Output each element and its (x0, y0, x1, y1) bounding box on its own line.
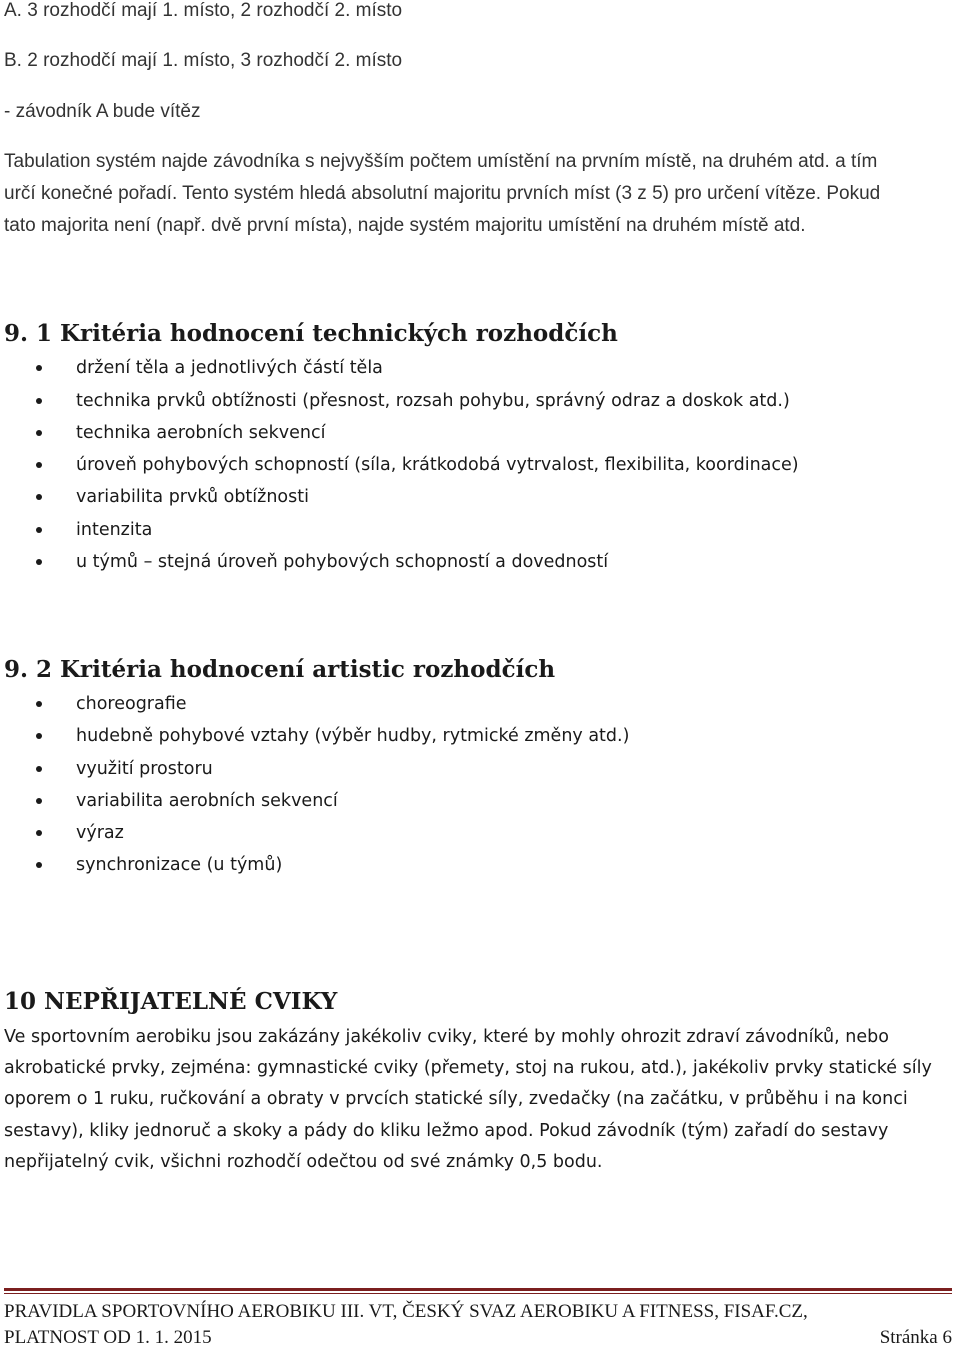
section-heading: 9. 1 Kritéria hodnocení technických rozhodčích (4, 320, 618, 347)
bullet-icon (36, 494, 42, 500)
intro-line: tato majorita není (např. dvě první místa), najde systém majoritu umístění na druhém místě atd. (4, 215, 806, 236)
paragraph-line: Ve sportovním aerobiku jsou zakázány jakékoliv cviky, které by mohly ohrozit zdraví závodníků, nebo (4, 1027, 889, 1047)
paragraph-line: oporem o 1 ruku, ručkování a obraty v prvcích statické síly, zvedačky (na začátku, v průběhu i na konci (4, 1089, 908, 1109)
list-item-text: variabilita prvků obtížnosti (76, 487, 309, 507)
intro-line: B. 2 rozhodčí mají 1. místo, 3 rozhodčí 2. místo (4, 50, 403, 71)
paragraph-line: nepřijatelný cvik, všichni rozhodčí odečtou od své známky 0,5 bodu. (4, 1152, 603, 1172)
list-item-text: intenzita (76, 520, 153, 540)
intro-line: určí konečné pořadí. Tento systém hledá absolutní majoritu prvních míst (3 z 5) pro určení vítěze. Pokud (4, 183, 881, 204)
bullet-icon (36, 733, 42, 739)
bullet-icon (36, 862, 42, 868)
list-item-text: choreografie (76, 694, 187, 714)
footer-title: PRAVIDLA SPORTOVNÍHO AEROBIKU III. VT, ČESKÝ SVAZ AEROBIKU A FITNESS, FISAF.CZ, (4, 1301, 808, 1322)
bullet-icon (36, 365, 42, 371)
list-item-text: úroveň pohybových schopností (síla, krátkodobá vytrvalost, flexibilita, koordinace) (76, 455, 799, 475)
list-item-text: synchronizace (u týmů) (76, 855, 283, 875)
footer-divider (4, 1288, 952, 1291)
bullet-icon (36, 559, 42, 565)
list-item-text: držení těla a jednotlivých částí těla (76, 358, 383, 378)
bullet-icon (36, 527, 42, 533)
footer-validity: PLATNOST OD 1. 1. 2015 (4, 1327, 212, 1348)
list-item-text: variabilita aerobních sekvencí (76, 791, 338, 811)
paragraph-line: sestavy), kliky jednoruč a skoky a pády do kliku ležmo apod. Pokud závodník (tým) zařadí do sestavy (4, 1121, 889, 1141)
section-heading: 10 NEPŘIJATELNÉ CVIKY (4, 988, 338, 1015)
page-number: Stránka 6 (879, 1327, 952, 1348)
list-item-text: hudebně pohybové vztahy (výběr hudby, rytmické změny atd.) (76, 726, 630, 746)
list-item-text: technika prvků obtížnosti (přesnost, rozsah pohybu, správný odraz a doskok atd.) (76, 391, 790, 411)
footer-divider (4, 1293, 952, 1294)
section-heading: 9. 2 Kritéria hodnocení artistic rozhodčích (4, 656, 556, 683)
bullet-icon (36, 766, 42, 772)
list-item-text: využití prostoru (76, 759, 213, 779)
intro-line: - závodník A bude vítěz (4, 101, 201, 122)
bullet-icon (36, 830, 42, 836)
intro-line: A. 3 rozhodčí mají 1. místo, 2 rozhodčí 2. místo (4, 0, 403, 21)
intro-line: Tabulation systém najde závodníka s nejvyšším počtem umístění na prvním místě, na druhém atd. a tím (4, 151, 878, 172)
bullet-icon (36, 798, 42, 804)
bullet-icon (36, 701, 42, 707)
paragraph-line: akrobatické prvky, zejména: gymnastické cviky (přemety, stoj na rukou, atd.), jakékoliv prvky statické síly (4, 1058, 932, 1078)
list-item-text: technika aerobních sekvencí (76, 423, 326, 443)
list-item-text: u týmů – stejná úroveň pohybových schopností a dovedností (76, 552, 609, 572)
bullet-icon (36, 430, 42, 436)
bullet-icon (36, 462, 42, 468)
list-item-text: výraz (76, 823, 124, 843)
bullet-icon (36, 398, 42, 404)
